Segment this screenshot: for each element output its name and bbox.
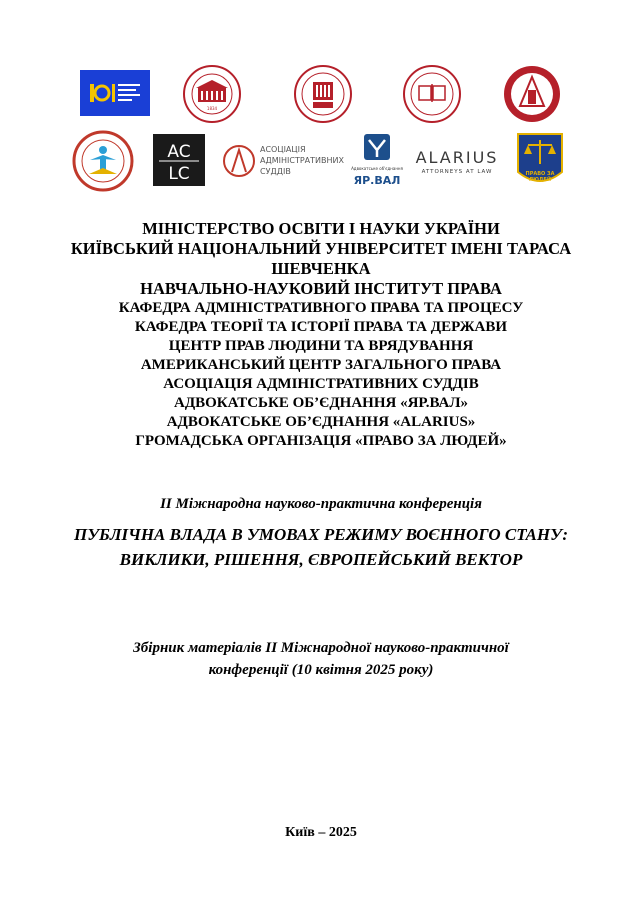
institutions-list (40, 219, 602, 451)
logo-row-top (0, 64, 642, 124)
svg-text:ЯР.ВАЛ: ЯР.ВАЛ (353, 174, 401, 187)
aclc-logo (153, 134, 205, 186)
institution-line: АМЕРИКАНСЬКИЙ ЦЕНТР ЗАГАЛЬНОГО ПРАВА (140, 357, 502, 373)
svg-text:АСОЦІАЦІЯ: АСОЦІАЦІЯ (260, 145, 306, 154)
institution-line: ГРОМАДСЬКА ОРГАНІЗАЦІЯ «ПРАВО ЗА ЛЮДЕЙ» (135, 433, 507, 449)
svg-text:АДМІНІСТРАТИВНИХ: АДМІНІСТРАТИВНИХ (260, 156, 344, 165)
collection-line: конференції (10 квітня 2025 року) (208, 662, 434, 678)
alarius-logo (410, 148, 505, 178)
institution-line: МІНІСТЕРСТВО ОСВІТИ І НАУКИ УКРАЇНИ (142, 219, 500, 238)
svg-text:ЛЮДЕЙ: ЛЮДЕЙ (528, 177, 552, 183)
institution-line: АСОЦІАЦІЯ АДМІНІСТРАТИВНИХ СУДДІВ (163, 376, 479, 392)
logo-row-bottom (0, 130, 642, 192)
svg-text:Адвокатське об'єднання: Адвокатське об'єднання (351, 166, 403, 171)
svg-text:ALARIUS: ALARIUS (415, 148, 499, 167)
pravo-za-ludei-logo (516, 132, 564, 190)
dept-theory-seal-logo (502, 64, 562, 124)
institute-seal-logo (293, 64, 353, 124)
institution-line: АДВОКАТСЬКЕ ОБ’ЄДНАННЯ «ALARIUS» (166, 414, 476, 430)
institution-line: КАФЕДРА ТЕОРІЇ ТА ІСТОРІЇ ПРАВА ТА ДЕРЖАВИ (134, 319, 508, 335)
collection-description (40, 637, 602, 681)
svg-text:LC: LC (168, 164, 190, 184)
association-admin-judges-logo (222, 140, 344, 182)
conference-title-line: ВИКЛИКИ, РІШЕННЯ, ЄВРОПЕЙСЬКИЙ ВЕКТОР (119, 550, 523, 569)
institution-line: ЦЕНТР ПРАВ ЛЮДИНИ ТА ВРЯДУВАННЯ (168, 338, 474, 354)
institution-line: НАВЧАЛЬНО-НАУКОВИЙ ІНСТИТУТ ПРАВА (140, 279, 502, 298)
ministry-logo (80, 70, 150, 116)
dept-admin-law-seal-logo (402, 64, 462, 124)
institution-line: КИЇВСЬКИЙ НАЦІОНАЛЬНИЙ УНІВЕРСИТЕТ ІМЕНІ ТАРАСА (70, 239, 572, 258)
conference-title (40, 522, 602, 572)
institution-line: ШЕВЧЕНКА (271, 259, 371, 278)
svg-text:ATTORNEYS AT LAW: ATTORNEYS AT LAW (421, 169, 493, 175)
svg-text:ПРАВО ЗА: ПРАВО ЗА (525, 171, 555, 177)
svg-text:СУДДІВ: СУДДІВ (260, 167, 291, 176)
conference-title-line: ПУБЛІЧНА ВЛАДА В УМОВАХ РЕЖИМУ ВОЄННОГО СТАНУ: (73, 525, 569, 544)
yarval-logo (352, 132, 402, 190)
conference-kind: II Міжнародна науково-практична конференція (160, 496, 482, 512)
svg-text:AC: AC (167, 142, 191, 162)
university-seal-logo (182, 64, 242, 124)
institution-line: КАФЕДРА АДМІНІСТРАТИВНОГО ПРАВА ТА ПРОЦЕСУ (118, 300, 524, 316)
place-year: Київ – 2025 (285, 825, 357, 840)
human-rights-center-logo (72, 130, 134, 192)
collection-line: Збірник матеріалів II Міжнародної науково-практичної (133, 640, 509, 656)
svg-text:1834: 1834 (206, 106, 218, 111)
institution-line: АДВОКАТСЬКЕ ОБ’ЄДНАННЯ «ЯР.ВАЛ» (173, 395, 469, 411)
